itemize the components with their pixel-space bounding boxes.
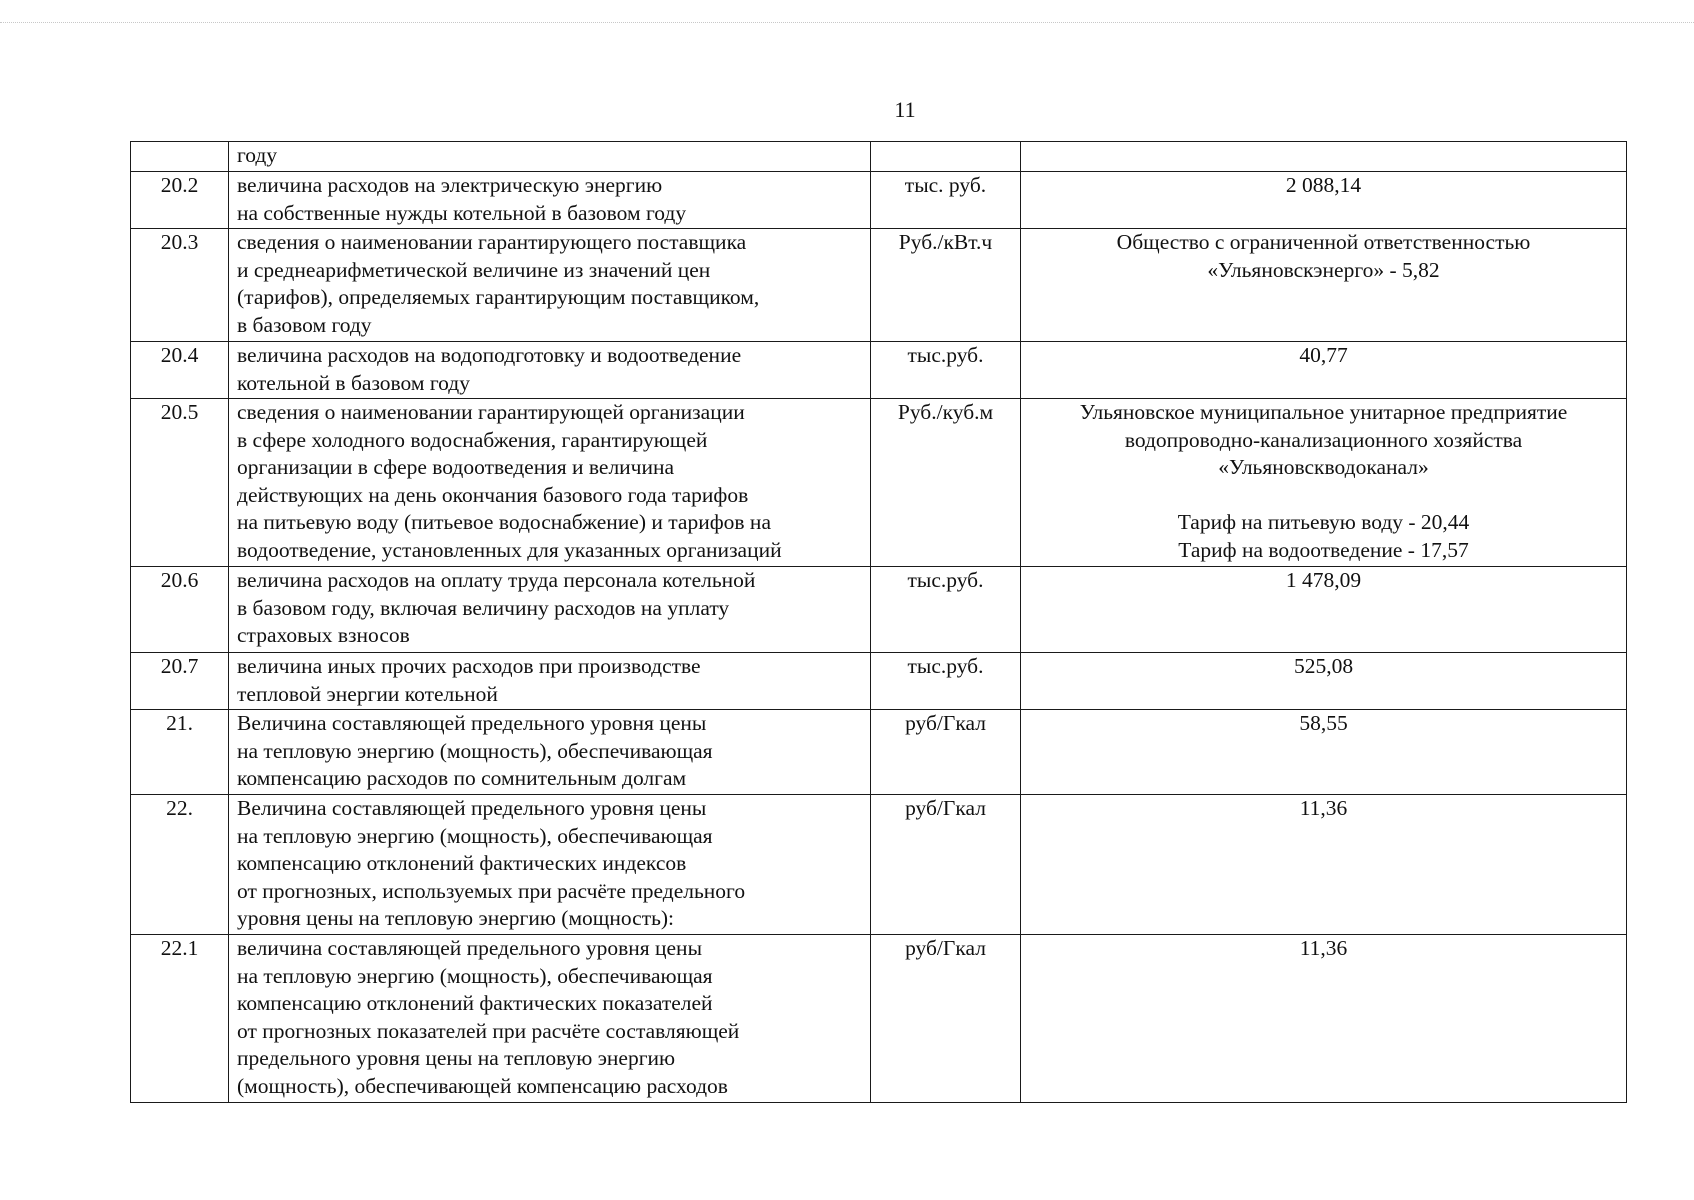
- row-number: 20.6: [131, 567, 229, 653]
- row-number: 22.: [131, 795, 229, 935]
- row-description: величина расходов на оплату труда персонала котельной в базовом году, включая величину расходов на уплату страховых взносов: [229, 567, 871, 653]
- row-value: 11,36: [1021, 795, 1627, 935]
- row-description: году: [229, 142, 871, 172]
- row-description: величина расходов на водоподготовку и водоотведение котельной в базовом году: [229, 342, 871, 399]
- table-row: [131, 567, 1627, 653]
- row-value: Ульяновское муниципальное унитарное предприятие водопроводно-канализационного хозяйства «Ульяновскводоканал» Тариф на питьевую воду - 20,44 Тариф на водоотведение - 17,57: [1021, 399, 1627, 567]
- row-value: Общество с ограниченной ответственностью «Ульяновскэнерго» - 5,82: [1021, 229, 1627, 342]
- row-unit: тыс. руб.: [871, 172, 1021, 229]
- table-row: [131, 342, 1627, 399]
- table-row: [131, 653, 1627, 710]
- row-value: 2 088,14: [1021, 172, 1627, 229]
- row-number: 22.1: [131, 935, 229, 1103]
- table-row: [131, 399, 1627, 567]
- row-number: 20.2: [131, 172, 229, 229]
- row-number: 21.: [131, 710, 229, 795]
- row-number: 20.3: [131, 229, 229, 342]
- tariff-table: [130, 141, 1627, 1103]
- row-description: сведения о наименовании гарантирующей организации в сфере холодного водоснабжения, гарантирующей организации в сфере водоотведения и величина действующих на день окончания базового года тарифов на питьевую воду (питьевое водоснабжение) и тарифов на водоотведение, установленных для указанных организаций: [229, 399, 871, 567]
- row-unit: тыс.руб.: [871, 653, 1021, 710]
- row-description: величина составляющей предельного уровня цены на тепловую энергию (мощность), обеспечивающая компенсацию отклонений фактических показателей от прогнозных показателей при расчёте составляющей предельного уровня цены на тепловую энергию (мощность), обеспечивающей компенсацию расходов: [229, 935, 871, 1103]
- row-description: величина иных прочих расходов при производстве тепловой энергии котельной: [229, 653, 871, 710]
- row-number: 20.5: [131, 399, 229, 567]
- row-number: [131, 142, 229, 172]
- table-row: [131, 172, 1627, 229]
- row-unit: руб/Гкал: [871, 795, 1021, 935]
- table-row: [131, 795, 1627, 935]
- page-number: 11: [894, 97, 916, 122]
- scan-edge-line: [0, 22, 1694, 23]
- table-row: [131, 710, 1627, 795]
- row-value: 525,08: [1021, 653, 1627, 710]
- row-value: 11,36: [1021, 935, 1627, 1103]
- row-description: Величина составляющей предельного уровня цены на тепловую энергию (мощность), обеспечивающая компенсацию расходов по сомнительным долгам: [229, 710, 871, 795]
- row-number: 20.7: [131, 653, 229, 710]
- row-unit: руб/Гкал: [871, 710, 1021, 795]
- table-row: [131, 142, 1627, 172]
- row-value: 40,77: [1021, 342, 1627, 399]
- row-unit: тыс.руб.: [871, 567, 1021, 653]
- row-description: сведения о наименовании гарантирующего поставщика и среднеарифметической величине из значений цен (тарифов), определяемых гарантирующим поставщиком, в базовом году: [229, 229, 871, 342]
- row-number: 20.4: [131, 342, 229, 399]
- row-value: [1021, 142, 1627, 172]
- row-unit: [871, 142, 1021, 172]
- row-description: Величина составляющей предельного уровня цены на тепловую энергию (мощность), обеспечивающая компенсацию отклонений фактических индексов от прогнозных, используемых при расчёте предельного уровня цены на тепловую энергию (мощность):: [229, 795, 871, 935]
- row-description: величина расходов на электрическую энергию на собственные нужды котельной в базовом году: [229, 172, 871, 229]
- row-value: 58,55: [1021, 710, 1627, 795]
- row-unit: Руб./кВт.ч: [871, 229, 1021, 342]
- row-unit: тыс.руб.: [871, 342, 1021, 399]
- row-unit: руб/Гкал: [871, 935, 1021, 1103]
- table-row: [131, 229, 1627, 342]
- row-value: 1 478,09: [1021, 567, 1627, 653]
- row-unit: Руб./куб.м: [871, 399, 1021, 567]
- table-row: [131, 935, 1627, 1103]
